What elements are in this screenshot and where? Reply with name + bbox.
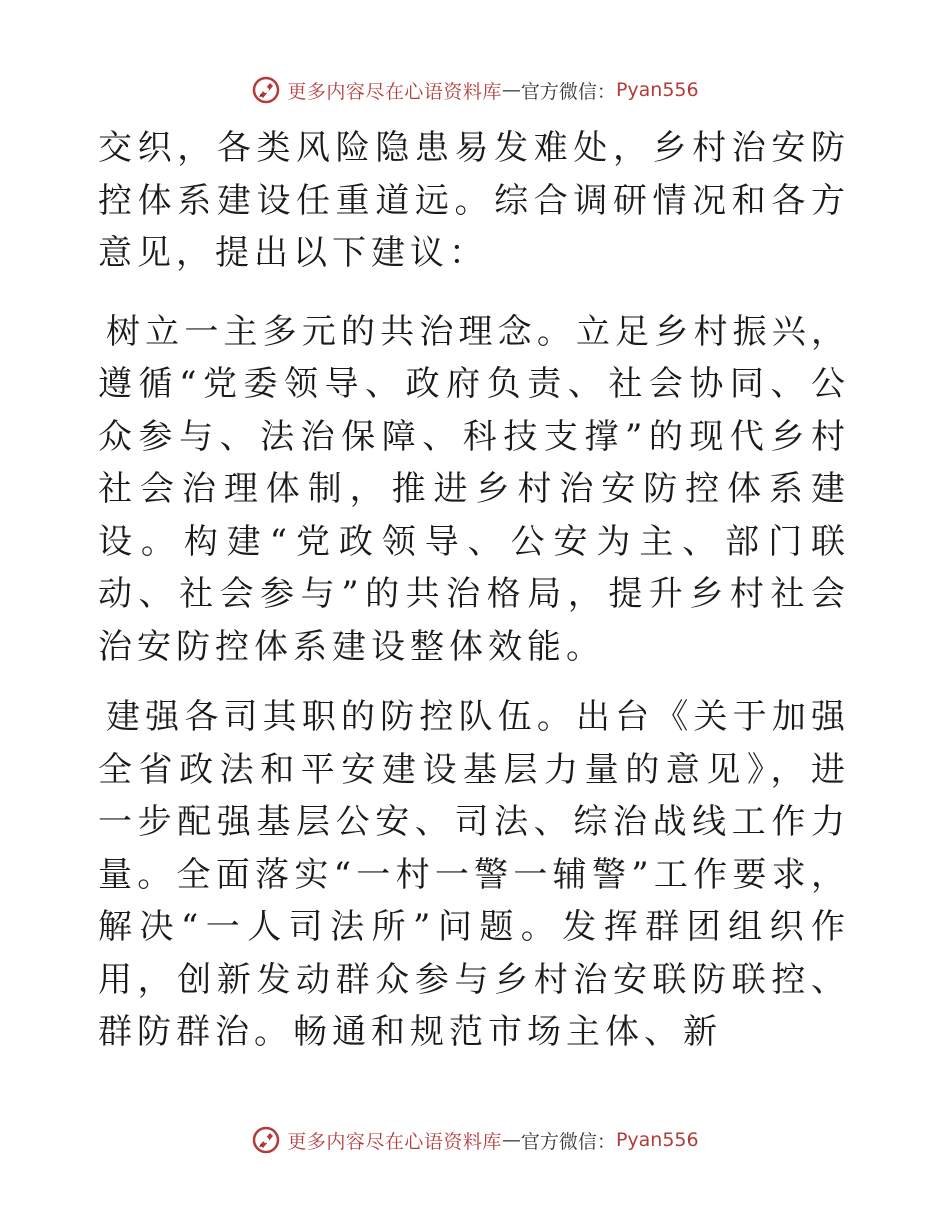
banner-wechat-handle: Pyan556	[615, 1129, 699, 1151]
footer-banner	[0, 1120, 950, 1160]
paragraph-prevention-team: 建强各司其职的防控队伍。出台《关于加强全省政法和平安建设基层力量的意见》，进一步配强基层公安、司法、综治战线工作力量。全面落实“一村一警一辅警”工作要求，解决“一人司法所”问题。发挥群团组织作用，创新发动群众参与乡村治安联防联控、群防群治。畅通和规范市场主体、新	[98, 697, 850, 1052]
header-banner	[0, 70, 950, 110]
banner-brand-text: 更多内容尽在心语资料库	[287, 1130, 502, 1153]
document-body	[98, 122, 850, 1077]
banner-brand-text: 更多内容尽在心语资料库	[287, 80, 502, 103]
banner-wechat-label: 官方微信：	[520, 1130, 616, 1153]
brand-logo-icon	[251, 1125, 281, 1155]
banner-wechat-label: 官方微信：	[520, 80, 616, 103]
banner-wechat-handle: Pyan556	[615, 79, 699, 101]
paragraph-governance-concept: 树立一主多元的共治理念。立足乡村振兴，遵循“党委领导、政府负责、社会协同、公众参与、法治保障、科技支撑”的现代乡村社会治理体制，推进乡村治安防控体系建设。构建“党政领导、公安为主、部门联动、社会参与”的共治格局，提升乡村社会治安防控体系建设整体效能。	[98, 311, 850, 667]
brand-logo-icon	[251, 75, 281, 105]
paragraph-intro: 交织，各类风险隐患易发难处，乡村治安防控体系建设任重道远。综合调研情况和各方意见，提出以下建议：	[98, 128, 850, 273]
banner-separator: —	[501, 1129, 521, 1151]
banner-separator: —	[501, 79, 521, 101]
